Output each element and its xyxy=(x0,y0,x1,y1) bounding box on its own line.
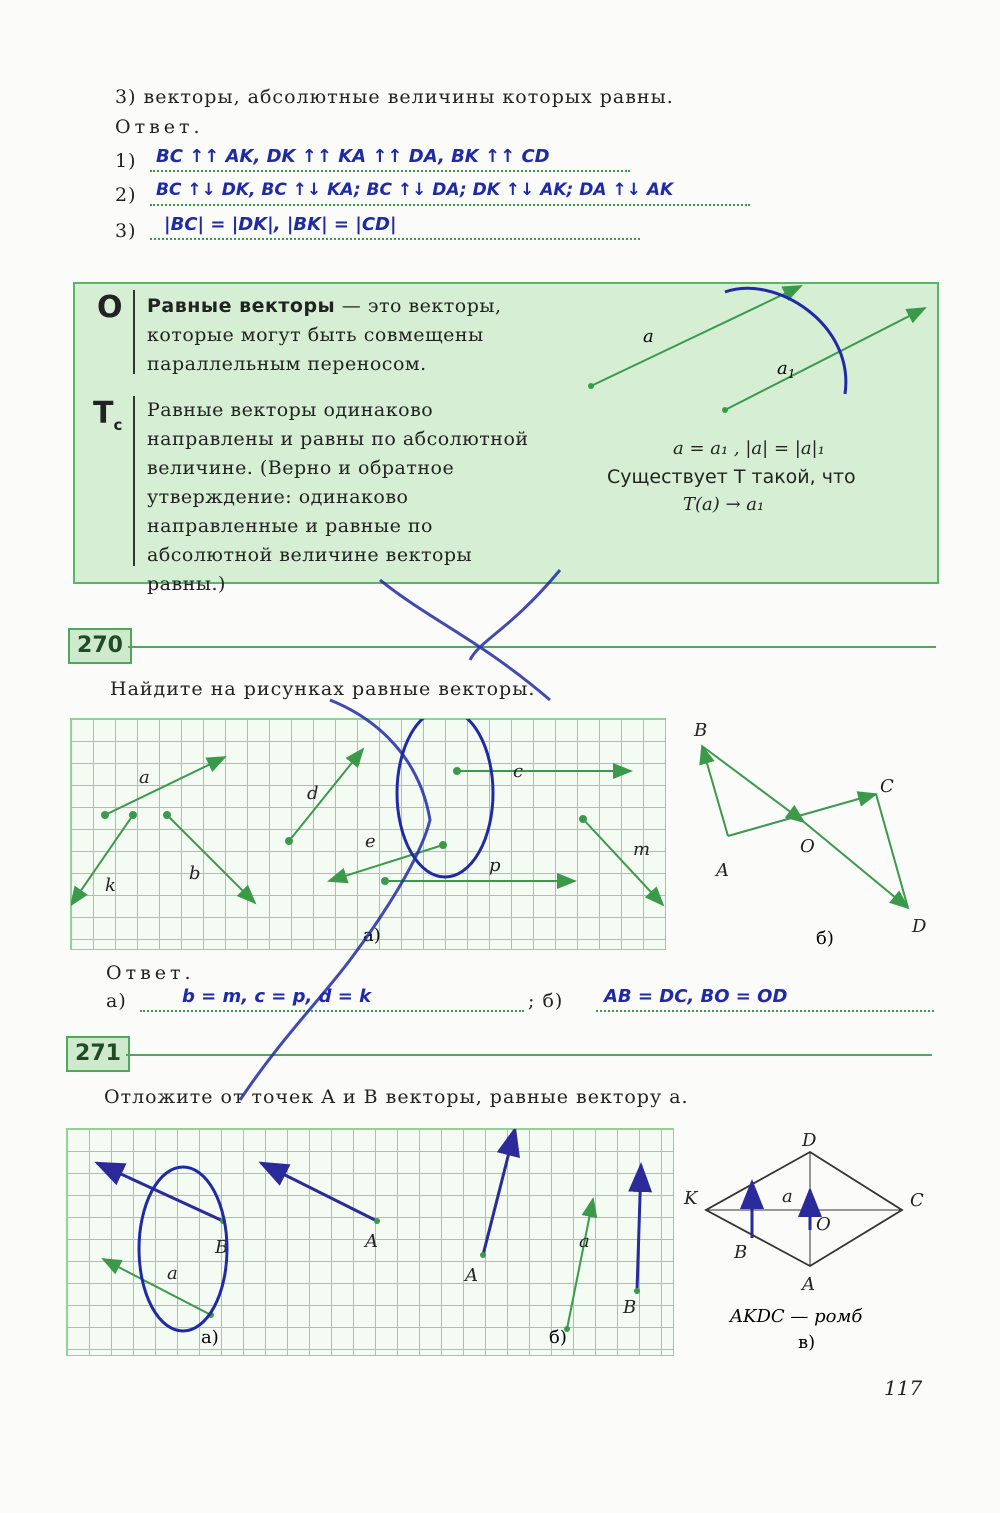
label-B-b: B xyxy=(623,1297,637,1318)
label-vec-a2: a xyxy=(579,1231,590,1252)
answer-b-line xyxy=(596,986,934,1012)
exercise-271-number: 271 xyxy=(66,1036,130,1072)
label-e: e xyxy=(365,831,376,852)
theorem-letter: Т xyxy=(93,396,114,431)
exercise-271-task: Отложите от точек A и B векторы, равные вектору a. xyxy=(104,1086,689,1108)
answer-label-270: Ответ. xyxy=(106,962,195,984)
scribble-oval-2 xyxy=(139,1167,227,1331)
answer-row-1-num: 1) xyxy=(115,150,137,172)
theorem-sub: с xyxy=(113,416,123,434)
scribble-overlay xyxy=(180,560,600,1120)
label-m: m xyxy=(633,839,651,860)
item-3-text: 3) векторы, абсолютные величины которых равны. xyxy=(115,86,674,108)
transform-text: T(a) → a₁ xyxy=(683,494,765,515)
given-vector-a2 xyxy=(567,1199,593,1329)
point-B: B xyxy=(694,720,708,741)
part-a-label-271: а) xyxy=(201,1327,219,1348)
answer-row-2-line xyxy=(150,180,750,206)
rh-C: C xyxy=(910,1190,924,1211)
vector-a-start xyxy=(588,383,594,389)
definition-divider xyxy=(133,290,135,374)
definition-text xyxy=(147,292,567,379)
definition-term: Равные векторы xyxy=(147,295,336,317)
label-k: k xyxy=(105,875,116,896)
answer-a-hand: b = m, c = p, d = k xyxy=(182,986,372,1007)
exercise-270-figure-b xyxy=(680,712,940,952)
label-b: b xyxy=(189,863,201,884)
formula-equal: a = a₁ , |a| = |a|₁ xyxy=(673,438,825,459)
rhombus-figure xyxy=(680,1126,940,1358)
theorem-divider xyxy=(133,396,135,566)
part-b-label-271: б) xyxy=(549,1327,567,1348)
vector-a1 xyxy=(725,308,925,410)
point-C: C xyxy=(880,776,894,797)
rh-A: A xyxy=(802,1274,815,1295)
page-number: 117 xyxy=(884,1376,923,1400)
theorem-mark xyxy=(93,396,122,434)
answer-row-3-line xyxy=(150,214,640,240)
rh-B: B xyxy=(734,1242,748,1263)
label-a: a xyxy=(139,767,150,788)
label-vec-a: a xyxy=(167,1263,178,1284)
exercise-271-vectors xyxy=(67,1129,673,1355)
definition-mark: О xyxy=(97,290,123,325)
label-A-a: A xyxy=(365,1231,378,1252)
answer-row-1-line xyxy=(150,146,630,172)
theory-box xyxy=(73,282,939,595)
drawn-vector-B xyxy=(97,1163,223,1221)
exercise-270-task: Найдите на рисунках равные векторы. xyxy=(110,678,536,700)
theorem-text: Равные векторы одинаково направлены и равны по абсолютной величине. (Верно и обратное утверждение: одинаково направленные и равные по абсолютной величине векторы равны.) xyxy=(147,399,529,595)
drawn-vector-A xyxy=(261,1163,377,1221)
rh-D: D xyxy=(802,1130,817,1151)
rh-K: K xyxy=(684,1188,698,1209)
answer-a-prefix: а) xyxy=(106,990,127,1012)
equal-vectors-figure xyxy=(575,284,935,464)
rh-a: a xyxy=(782,1186,793,1207)
given-vector-a xyxy=(103,1259,211,1315)
label-d: d xyxy=(307,783,319,804)
label-A-b: A xyxy=(465,1265,478,1286)
exercise-270-number: 270 xyxy=(68,628,132,664)
label-p: p xyxy=(489,855,501,876)
drawn-vector-B2 xyxy=(637,1165,641,1291)
rh-O: O xyxy=(816,1214,831,1235)
part-b-label: б) xyxy=(816,928,834,949)
label-c: c xyxy=(513,761,524,782)
answer-row-3-num: 3) xyxy=(115,220,137,242)
definition-body: — это векторы, которые могут быть совмещены параллельным переносом. xyxy=(147,295,502,375)
part-a-label: а) xyxy=(363,925,381,946)
part-c-label: в) xyxy=(798,1332,816,1353)
vector-a xyxy=(591,286,801,386)
label-B-a: B xyxy=(215,1237,229,1258)
answer-row-2-hand: BC ↑↓ DK, BC ↑↓ KA; BC ↑↓ DA; DK ↑↓ AK; DA ↑↓ AK xyxy=(156,180,674,200)
answer-row-1-hand: BC ↑↑ AK, DK ↑↑ KA ↑↑ DA, BK ↑↑ CD xyxy=(156,146,550,167)
answer-label-top: Ответ. xyxy=(115,116,204,138)
rhombus-caption: AKDC — ромб xyxy=(730,1306,863,1327)
exists-text: Существует T такой, что xyxy=(607,466,856,488)
exercise-271-grid xyxy=(66,1128,674,1356)
point-D: D xyxy=(912,916,927,937)
answer-b-hand: AB = DC, BO = OD xyxy=(604,986,788,1007)
label-a: a xyxy=(643,326,654,347)
vector-a1-start xyxy=(722,407,728,413)
answer-row-3-hand: |BC| = |DK|, |BK| = |CD| xyxy=(164,214,397,235)
label-a1: $a_1$ xyxy=(777,358,796,381)
answer-row-2-num: 2) xyxy=(115,184,137,206)
drawn-vector-A2 xyxy=(483,1129,515,1255)
point-A: A xyxy=(716,860,729,881)
point-O: O xyxy=(800,836,815,857)
answer-b-prefix: ; б) xyxy=(528,990,564,1012)
